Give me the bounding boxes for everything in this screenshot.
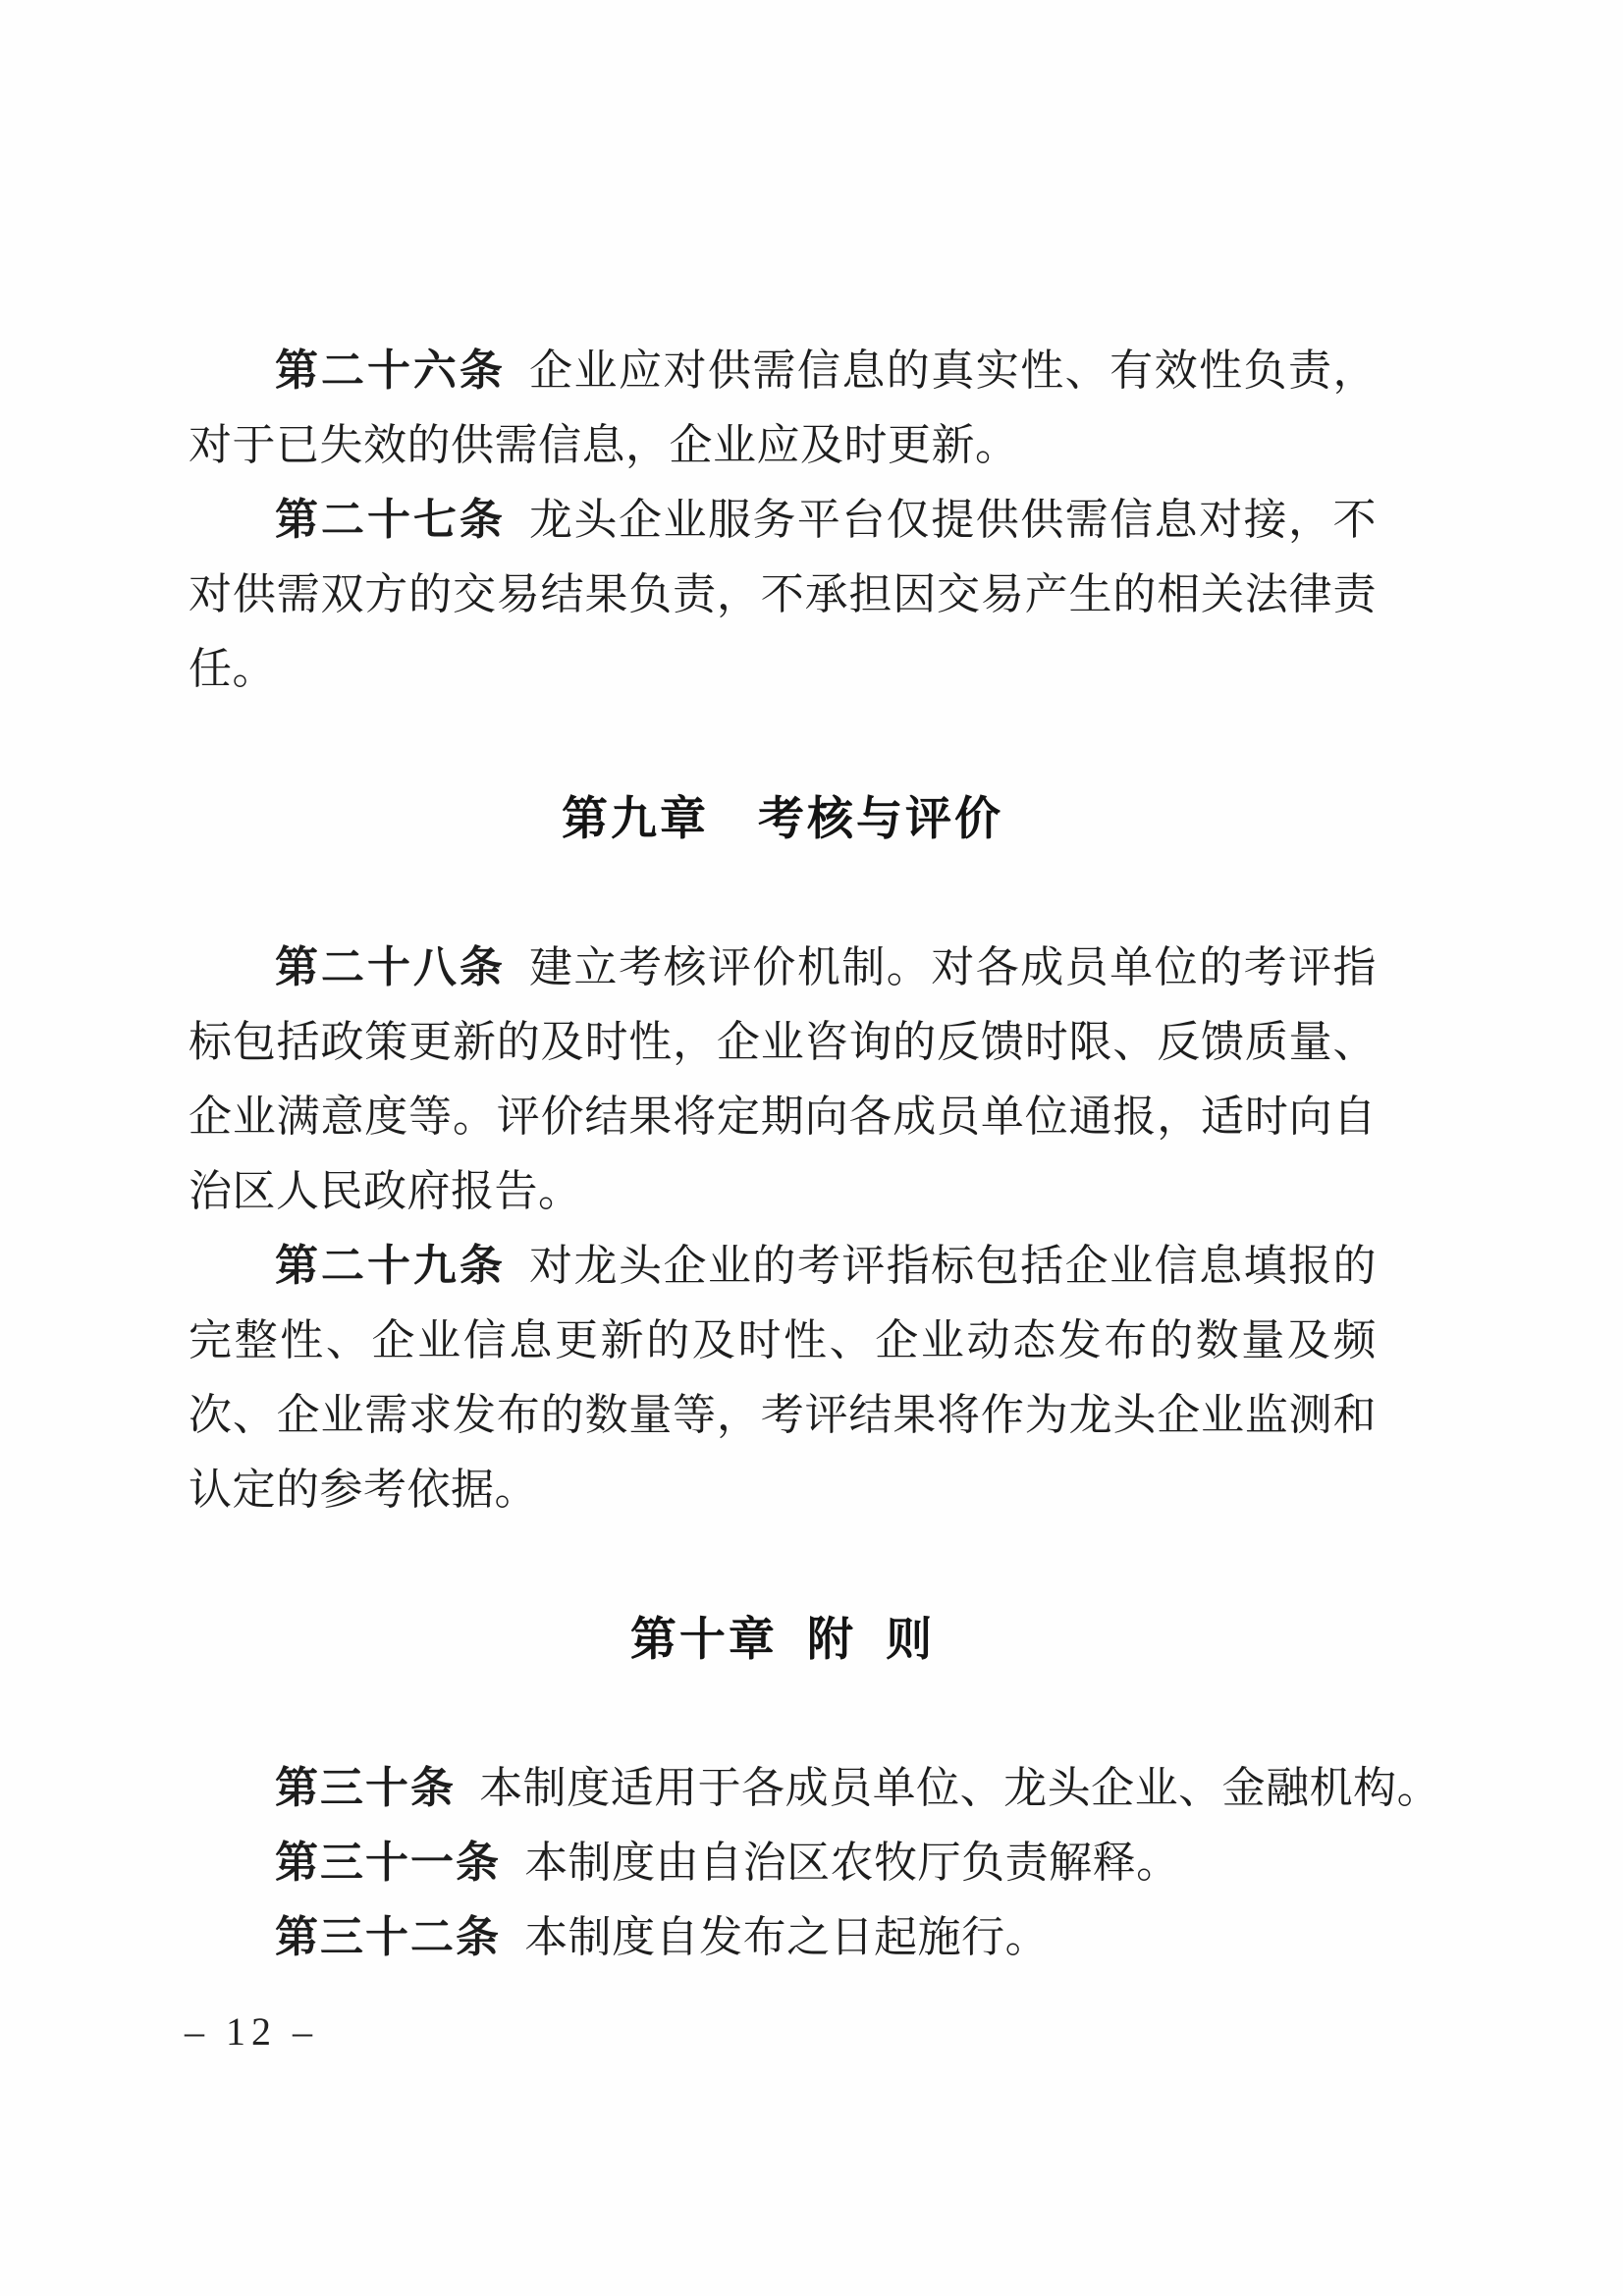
article-28 xyxy=(189,931,1377,1229)
article-27-number: 第二十七条 xyxy=(275,496,506,544)
chapter-10-heading: 第十章 附 则 xyxy=(629,1613,936,1665)
article-26 xyxy=(189,334,1377,483)
article-28-number: 第二十八条 xyxy=(275,943,506,991)
article-32 xyxy=(189,1900,1377,1975)
article-28-text: 建立考核评价机制。对各成员单位的考评指标包括政策更新的及时性，企业咨询的反馈时限、反馈质量、企业满意度等。评价结果将定期向各成员单位通报，适时向自治区人民政府报告。 xyxy=(189,943,1378,1215)
article-30-number: 第三十条 xyxy=(275,1764,456,1812)
article-27-text: 龙头企业服务平台仅提供供需信息对接，不对供需双方的交易结果负责，不承担因交易产生的相关法律责任。 xyxy=(189,496,1378,693)
document-text-block xyxy=(189,334,1441,1975)
article-30-text: 本制度适用于各成员单位、龙头企业、金融机构。 xyxy=(479,1764,1441,1812)
article-31-text: 本制度由自治区农牧厅负责解释。 xyxy=(524,1839,1180,1887)
article-29-text: 对龙头企业的考评指标包括企业信息填报的完整性、企业信息更新的及时性、企业动态发布的数量及频次、企业需求发布的数量等，考评结果将作为龙头企业监测和认定的参考依据。 xyxy=(189,1242,1378,1514)
chapter-9-heading: 第九章 考核与评价 xyxy=(562,792,1003,844)
article-30 xyxy=(189,1751,1441,1826)
article-32-number: 第三十二条 xyxy=(275,1913,501,1961)
page-number: – 12 – xyxy=(185,2009,318,2054)
article-31 xyxy=(189,1826,1377,1900)
article-31-number: 第三十一条 xyxy=(275,1839,501,1887)
article-26-text: 企业应对供需信息的真实性、有效性负责，对于已失效的供需信息，企业应及时更新。 xyxy=(189,347,1378,469)
article-32-text: 本制度自发布之日起施行。 xyxy=(524,1913,1050,1961)
article-29 xyxy=(189,1229,1377,1527)
article-26-number: 第二十六条 xyxy=(275,347,506,395)
article-29-number: 第二十九条 xyxy=(275,1242,506,1290)
article-27 xyxy=(189,483,1377,707)
